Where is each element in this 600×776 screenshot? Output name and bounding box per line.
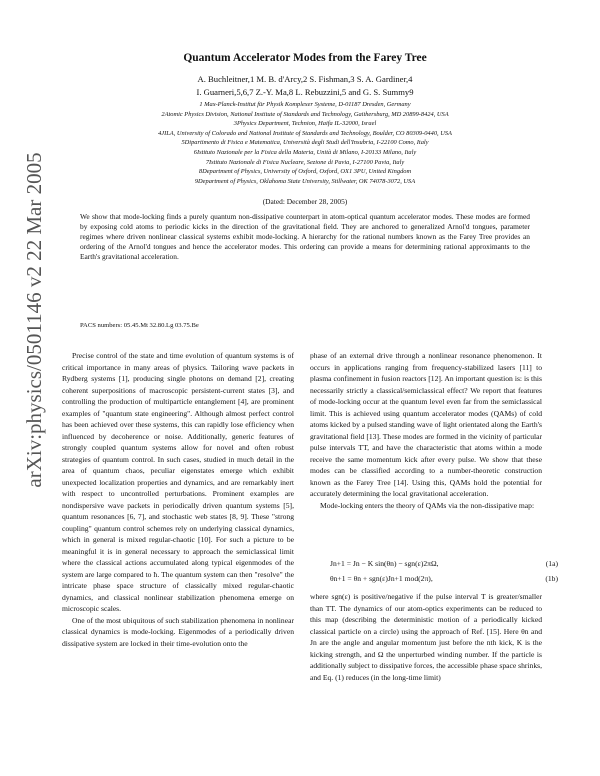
affiliation: 6Istituto Nazionale per la Fisica della Materia, Unità di Milano, I-20133 Milano, Italy <box>193 148 417 156</box>
affiliation-list <box>45 100 565 186</box>
affiliation: 3Physics Department, Technion, Haifa IL-32000, Israel <box>233 120 377 128</box>
authors-line: I. Guarneri,5,6,7 Z.-Y. Ma,8 L. Rebuzzini,5 and G. S. Summy9 <box>196 86 414 97</box>
right-column-continued <box>310 591 542 683</box>
paragraph: where sgn(ε) is positive/negative if the pulse interval T is greater/smaller than TT. The dynamics of our atom-optics experiments can be reduced to this map (describing the deterministic motion of a periodically kicked classical particle on a circle) using the approach of Ref. [15]. Here θn and Jn are the angle and angular momentum just before the nth kick, K is the kicking strength, and Ω the unperturbed winding number. If the particle is additionally subject to dissipative forces, the accessible phase space shrinks, and Eq. (1) reduces (in the long-time limit) <box>310 592 542 682</box>
affiliation: 4JILA, University of Colorado and National Institute of Standards and Technology, Boulder, CO 80309-0440, USA <box>158 129 452 137</box>
arxiv-identifier: arXiv:physics/0501146 v2 22 Mar 2005 <box>22 152 46 488</box>
equation-number: (1b) <box>545 574 558 583</box>
paragraph: Precise control of the state and time evolution of quantum systems is of critical importance in many areas of physics. Tailoring wave packets in Rydberg systems [1], producing single photons on demand [2], creating coherent superpositions of macroscopic persistent-current states [3], and controlling the production of multiparticle entanglement [4], are prominent examples of "quantum state engineering". Although almost perfect control has been achieved over these systems, this can rapidly lose efficiency when influenced by decoherence or noise. Additionally, generic features of strongly coupled quantum systems allow for novel and often robust strategies of quantum control. In such cases, studied in much detail in the area of quantum chaos, peculiar eigenstates emerge which exhibit unexpected localization properties and dynamics, and are remarkably inert with respect to uncontrolled perturbations. Prominent examples are nondispersive wave packets in periodically driven quantum systems [5], quantum resonances [6, 7], and stochastic web states [8, 9]. These "strong coupling" quantum control schemes rely on underlying classical dynamics, which in general is mixed regular-chaotic [10]. For such a picture to be meaningful it is in general necessary to approach the semiclassical limit where the classical actions accumulated along typical eigenmodes of the system are large compared to ħ. The quantum system can then "resolve" the intricate phase space structure of classically mixed regular-chaotic dynamics, and classical nonlinear stabilization phenomena emerge on microscopic scales. <box>62 351 294 613</box>
equation-1a <box>330 556 558 571</box>
equation-body: θn+1 = θn + sgn(ε)Jn+1 mod(2π), <box>330 574 433 583</box>
equation-block <box>330 556 558 586</box>
affiliation: 1 Max-Planck-Institut für Physik Komplexer Systeme, D-01187 Dresden, Germany <box>199 101 411 108</box>
affiliation: 2Atomic Physics Division, National Institute of Standards and Technology, Gaithersburg, MD 20899-8424, USA <box>161 110 449 118</box>
paragraph: One of the most ubiquitous of such stabilization phenomena in nonlinear classical dynamics is mode-locking. Eigenmodes of a periodically driven dissipative system are locked in their time-evolution onto the <box>62 615 294 648</box>
equation-body: Jn+1 = Jn − K sin(θn) − sgn(ε)2πΩ, <box>330 559 439 568</box>
abstract: We show that mode-locking finds a purely quantum non-dissipative counterpart in atom-optical quantum accelerator modes. These modes are formed by exposing cold atoms to periodic kicks in the direction of the gravitational field. They are anchored to generalized Arnol'd tongues, parameter regimes where driven nonlinear classical systems exhibit mode-locking. A hierarchy for the rational numbers known as the Farey Tree provides an ordering of the Arnol'd tongues and hence the accelerator modes. This ordering can provide a means for determining rational approximants to the Earth's gravitational acceleration. <box>80 212 530 261</box>
right-column <box>310 350 542 511</box>
pacs-numbers: PACS numbers: 05.45.Mt 32.80.Lg 03.75.Be <box>80 322 199 329</box>
affiliation: 7Istituto Nazionale di Fisica Nucleare, Sezione di Pavia, I-27100 Pavia, Italy <box>205 158 405 166</box>
affiliation: 8Department of Physics, University of Oxford, Oxford, OX1 3PU, United Kingdom <box>198 168 412 176</box>
left-column <box>62 350 294 649</box>
paragraph: Mode-locking enters the theory of QAMs via the non-dissipative map: <box>320 500 535 510</box>
paragraph: phase of an external drive through a nonlinear resonance phenomenon. It occurs in applications ranging from frequency-stabilized lasers [11] to plasma confinement in fusion reactors [12]. An important question is: is this necessarily strictly a classical/semiclassical effect? We report that features of mode-locking occur at the quantum level even far from the semiclassical limit. This is achieved using quantum accelerator modes (QAMs) of cold atoms kicked by a pulsed standing wave of light orientated along the Earth's gravitational field [13]. These modes are formed in the vicinity of particular pulse intervals TT, and have the characteristic that atoms within a mode receive the same momentum kick after every pulse. We show that these modes can be classified according to a number-theoretic construction known as the Farey Tree [14]. Using this, QAMs hold the potential for accurately determining the local gravitational acceleration. <box>310 351 542 498</box>
authors-line: A. Buchleitner,1 M. B. d'Arcy,2 S. Fishman,3 S. A. Gardiner,4 <box>197 74 413 84</box>
affiliation: 5Dipartimento di Fisica e Matematica, Università degli Studi dell'Insubria, I-22100 Como, Italy <box>181 139 429 147</box>
affiliation: 9Department of Physics, Oklahoma State University, Stillwater, OK 74078-3072, USA <box>194 177 416 185</box>
equation-1b <box>330 571 558 586</box>
equation-number: (1a) <box>545 559 558 568</box>
author-list <box>60 73 550 98</box>
paper-title: Quantum Accelerator Modes from the Farey Tree <box>183 52 427 64</box>
date-line: (Dated: December 28, 2005) <box>262 197 348 206</box>
